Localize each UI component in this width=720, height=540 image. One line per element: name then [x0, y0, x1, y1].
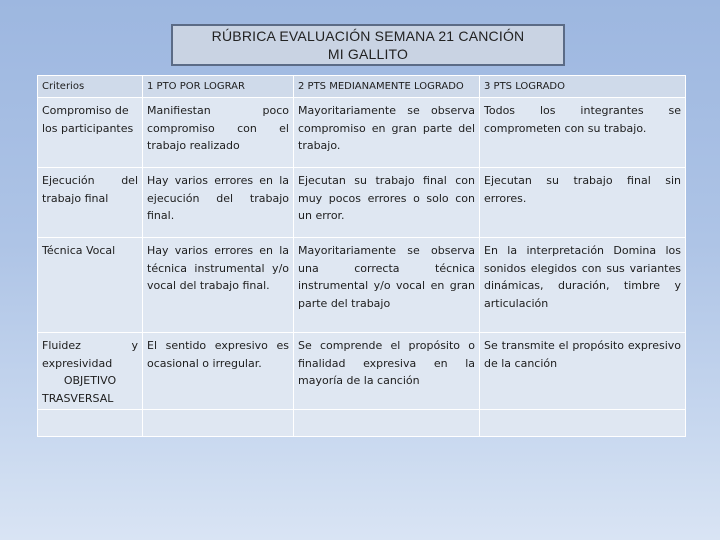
criterion-transversal: TRASVERSAL: [42, 391, 114, 405]
header-level-3: 3 PTS LOGRADO: [480, 76, 686, 98]
criterion-cell: [38, 333, 143, 410]
level-2-cell: Mayoritariamente se observa compromiso en gran parte del trabajo.: [294, 98, 480, 168]
criterion-cell: [38, 410, 143, 437]
table-row: [38, 168, 686, 238]
table-row-empty: [38, 410, 686, 437]
title-line-1: RÚBRICA EVALUACIÓN SEMANA 21 CANCIÓN: [211, 28, 525, 44]
level-2-cell: [294, 410, 480, 437]
header-criterios: Criterios: [38, 76, 143, 98]
criterion-cell: Compromiso de los participantes: [38, 98, 143, 168]
level-1-cell: Hay varios errores en la técnica instrumental y/o vocal del trabajo final.: [143, 238, 294, 333]
level-3-cell: [480, 410, 686, 437]
rubric-title: [171, 24, 565, 66]
level-3-cell: Ejecutan su trabajo final sin errores.: [480, 168, 686, 238]
criterion-cell: Ejecución del trabajo final: [38, 168, 143, 238]
table-row: [38, 98, 686, 168]
header-level-2: 2 PTS MEDIANAMENTE LOGRADO: [294, 76, 480, 98]
criterion-label: Fluidez y expresividad: [42, 339, 138, 370]
level-2-cell: Ejecutan su trabajo final con muy pocos errores o solo con un error.: [294, 168, 480, 238]
criterion-cell: Técnica Vocal: [38, 238, 143, 333]
level-1-cell: [143, 410, 294, 437]
level-2-cell: Mayoritariamente se observa una correcta técnica instrumental y/o vocal en gran parte del trabajo: [294, 238, 480, 333]
rubric-table: [37, 75, 686, 437]
title-line-2: MI GALLITO: [327, 46, 409, 62]
level-3-cell: En la interpretación Domina los sonidos elegidos con sus variantes dinámicas, duración, timbre y articulación: [480, 238, 686, 333]
level-2-cell: Se comprende el propósito o finalidad expresiva en la mayoría de la canción: [294, 333, 480, 410]
criterion-objective: OBJETIVO: [63, 374, 117, 387]
level-3-cell: Se transmite el propósito expresivo de la canción: [480, 333, 686, 410]
header-level-1: 1 PTO POR LOGRAR: [143, 76, 294, 98]
level-1-cell: Hay varios errores en la ejecución del trabajo final.: [143, 168, 294, 238]
level-1-cell: El sentido expresivo es ocasional o irregular.: [143, 333, 294, 410]
level-3-cell: Todos los integrantes se comprometen con su trabajo.: [480, 98, 686, 168]
level-1-cell: Manifiestan poco compromiso con el trabajo realizado: [143, 98, 294, 168]
table-header-row: [38, 76, 686, 98]
table-row: [38, 333, 686, 410]
table-row: [38, 238, 686, 333]
